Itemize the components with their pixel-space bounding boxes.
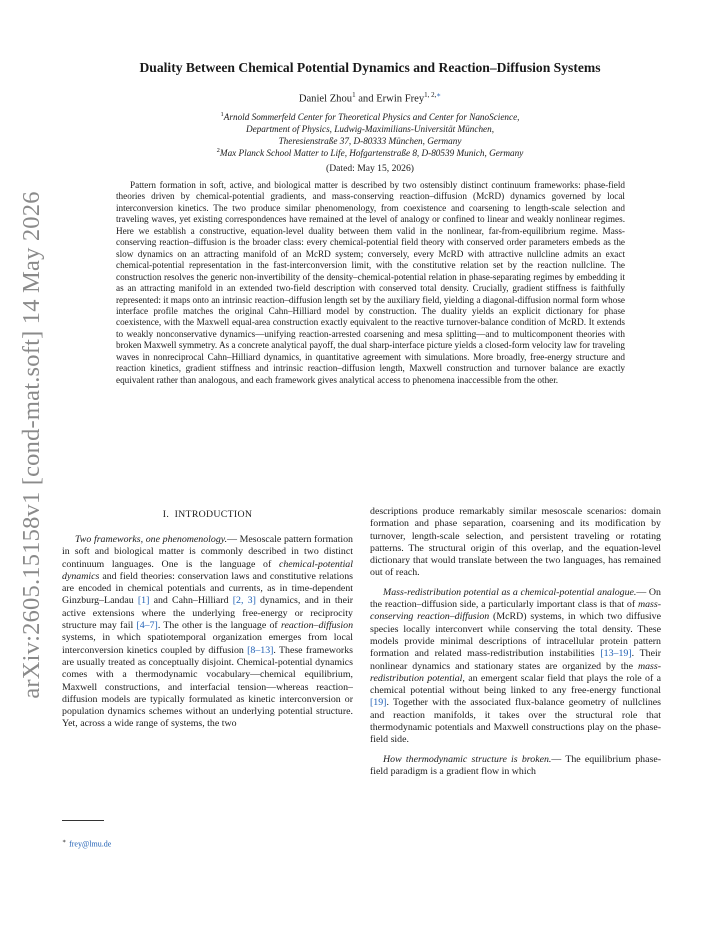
- corresponding-author-link[interactable]: ∗: [436, 91, 442, 99]
- author-affil-mark: 1: [352, 91, 356, 99]
- abstract: Pattern formation in soft, active, and biological matter is described by two ostensibly distinct continuum frameworks: phase-field theories driven by chemical-potential gradients, and mass-conserving reaction–diffusion (McRD) dynamics governed by local interconversion kinetics. The two produce similar phenomenology, from coexistence and coarsening to length-scale selection and traveling waves, yet existing correspondences have remained at the level of analogy or confined to linear and weakly nonlinear regimes. Here we establish a constructive, equation-level duality between them valid in the nonlinear, far-from-equilibrium regime. Mass-conserving reaction–diffusion is the broader class: every chemical-potential field theory with conserved order parameters embeds as the slow dynamics on an attracting manifold of an McRD system; conversely, every McRD with attractive nullcline admits an exact chemical-potential representation in the fast-interconversion limit, with the constitutive relation set by the reaction nullcline. The construction resolves the generic non-invertibility of the density–chemical-potential relation in phase-separating regimes by embedding it as an attracting manifold in an extended two-field description with conserved total density. Crucially, gradient stiffness is faithfully represented: it maps onto an intrinsic reaction–diffusion length set by the auxiliary field, yielding a diagonal-diffusion normal form whose interface profile matches the original Cahn–Hilliard model by construction. The duality yields an explicit dictionary for phase coexistence, with the Maxwell equal-area construction exactly equivalent to the reactive turnover-balance condition of McRD. It extends to weakly nonconservative dynamics—unifying reaction-arrested coarsening and mesa splitting—and to multicomponent theories with broken Maxwell symmetry. As a concrete analytical payoff, the dual sharp-interface picture yields a closed-form velocity law for traveling waves in nonreciprocal Cahn–Hilliard dynamics, in quantitative agreement with simulations. More broadly, free-energy structure and reaction kinetics, gradient stiffness and intrinsic reaction–diffusion length, Maxwell construction and turnover balance are exactly equivalent rather than analogous, and each framework gives analytical access to phenomena inaccessible from the other.: [116, 180, 625, 385]
- footnote-mark: ∗: [62, 839, 67, 845]
- citation-link[interactable]: [4–7]: [136, 620, 158, 632]
- affiliation-line: $^1$Arnold Sommerfeld Center for Theoretical Physics and Center for NanoScience,: [220, 111, 520, 123]
- citation-link[interactable]: [1]: [137, 595, 150, 607]
- citation-link[interactable]: [2, 3]: [232, 595, 256, 607]
- intro-paragraph: Mass-redistribution potential as a chemical-potential analogue.— On the reaction–diffusion side, a particularly important class is that of mass-conserving reaction–diffusion (McRD) systems, in which two diffusive species locally interconvert while conserving the total density. These models provide minimal descriptions of intracellular protein pattern formation and related mass-redistribution instabilities [13–19]. Their nonlinear dynamics and stationary states are organized by the mass-redistribution potential, an emergent scalar field that plays the role of a chemical potential without being linked to any free-energy functional [19]. Together with the associated flux-balance geometry of nullclines and reaction manifolds, it takes over the structural role that thermodynamic potentials and Maxwell constructions play on the phase-field side.: [370, 586, 661, 746]
- arxiv-identifier: arXiv:2605.15158v1 [cond-mat.soft] 14 May 2026: [18, 191, 45, 699]
- footnote: [62, 838, 111, 849]
- section-heading: I. INTRODUCTION: [162, 509, 253, 520]
- affiliation-line: $^2$Max Planck School Matter to Life, Hofgartenstraße 8, D-80539 Munich, Germany: [216, 147, 524, 159]
- left-column: [62, 534, 353, 731]
- affiliation-line: Theresienstraße 37, D-80333 München, Germany: [278, 136, 462, 147]
- right-column: [370, 506, 661, 778]
- date-line: (Dated: May 15, 2026): [326, 163, 414, 174]
- paragraph-lead: Two frameworks, one phenomenology.: [75, 534, 228, 545]
- paragraph-lead: How thermodynamic structure is broken.: [383, 753, 552, 765]
- intro-paragraph: descriptions produce remarkably similar mesoscale scenarios: domain formation and phase separation, coarsening and its modification by turnover, length-scale selection, and persistent traveling or rotating patterns. The structural origin of this overlap, and the equation-level dictionary that would translate between the two languages, has remained out of reach.: [370, 506, 661, 579]
- citation-link[interactable]: [19]: [370, 697, 387, 709]
- citation-link[interactable]: [13–19]: [600, 648, 632, 660]
- author-affil-mark: 1, 2,∗: [424, 91, 442, 99]
- author-name: Erwin Frey: [376, 93, 425, 105]
- citation-link[interactable]: [8–13]: [247, 644, 274, 656]
- author-conjunction: and: [358, 93, 374, 105]
- email-link[interactable]: frey@lmu.de: [69, 839, 112, 849]
- paper-title: Duality Between Chemical Potential Dynamics and Reaction–Diffusion Systems: [139, 60, 601, 75]
- intro-paragraph: Two frameworks, one phenomenology.— Mesoscale pattern formation in soft and biological matter is commonly described in two distinct continuum languages. One is the language of chemical-potential dynamics and field theories: conservation laws and constitutive relations are encoded in chemical potentials and currents, as in time-dependent Ginzburg–Landau [1] and Cahn–Hilliard [2, 3] dynamics, and in their active extensions where the underlying free-energy or reciprocity structure may fail [4–7]. The other is the language of reaction–diffusion systems, in which spatiotemporal organization emerges from local interconversion kinetics coupled by diffusion [8–13]. These frameworks are usually treated as conceptually disjoint. Chemical-potential dynamics comes with a thermodynamic vocabulary—chemical equilibrium, Maxwell constructions, and interfacial tension—whereas reaction–diffusion models are typically formulated as kinetic interconversion or population dynamics schemes without an underlying potential structure. Yet, across a wide range of systems, the two: [62, 534, 354, 730]
- paragraph-lead: Mass-redistribution potential as a chemical-potential analogue.: [383, 586, 637, 598]
- author-name: Daniel Zhou: [298, 93, 353, 105]
- author-line: [60, 91, 680, 105]
- footnote-rule: [62, 820, 104, 821]
- arxiv-sidebar: [10, 191, 54, 699]
- affiliation-line: Department of Physics, Ludwig-Maximilians-Universität München,: [245, 124, 495, 135]
- intro-paragraph: How thermodynamic structure is broken.— The equilibrium phase-field paradigm is a gradient flow in which: [370, 753, 661, 777]
